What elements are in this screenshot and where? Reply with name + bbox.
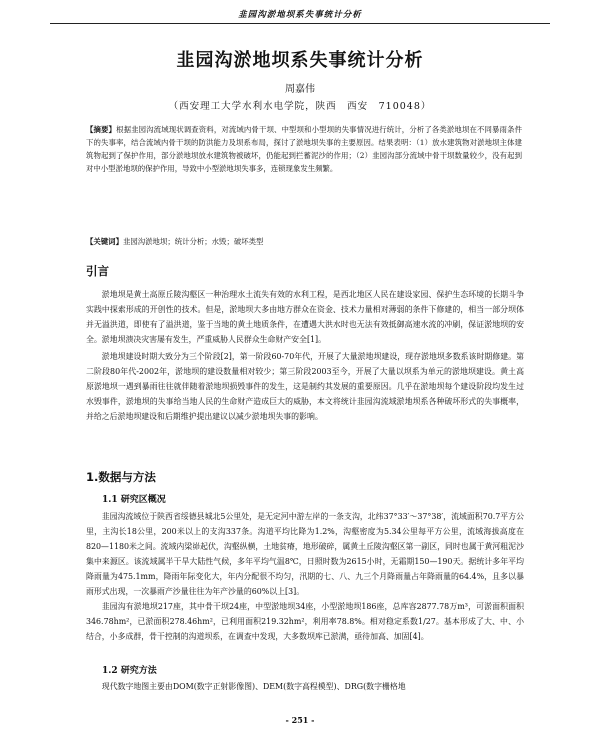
intro-heading: 引言 [86, 264, 109, 278]
author-affiliation: （西安理工大学水利水电学院，陕西 西安 710048） [168, 101, 432, 112]
keywords-label: 【关键词】 [86, 237, 123, 246]
abstract [86, 123, 522, 175]
running-header: 韭园沟淤地坝系失事统计分析 [50, 8, 550, 24]
section-1-2-heading: 1.2 研究方法 [102, 666, 157, 676]
keywords [86, 235, 522, 248]
section-1-1-heading: 1.1 研究区概况 [102, 495, 166, 505]
intro-paragraph-1: 淤地坝是黄土高原丘陵沟壑区一种治理水土流失有效的水利工程，是西北地区人民在建设家园、保护生态环境的长期斗争实践中探索形成的开创性的技术。但是，淤地坝大多由地方群众在资金、技术力量相对薄弱的条件下修建的，相当一部分坝体并无溢洪道，即使有了溢洪道，鉴于当地的黄土地质条件，在遭遇大洪水时也无法有效抵御高速水流的冲刷，保证淤地坝的安全。淤地坝溃决灾害屡有发生，严重威胁人民群众生命财产安全[1]。 [86, 290, 524, 344]
section-1-1-paragraph-1: 韭园沟流域位于陕西省绥德县城北5公里处，是无定河中游左岸的一条支沟，北纬37°33′～37°38′，流域面积70.7平方公里，主沟长18公里，200米以上的支沟337条。沟道平均比降为1.2%，沟壑密度为5.34公里每平方公里，流域海拔高度在820—1180米之间。流域内梁峁起伏，沟壑纵横，土地贫瘠，地形破碎，属黄土丘陵沟壑区第一副区，同时也属于黄河粗泥沙集中来源区。该流域属半干旱大陆性气候，多年平均气温8℃，日照时数为2615小时，无霜期150—190天。据统计多年平均降雨量为475.1mm，降雨年际变化大，年内分配很不均匀，汛期的七、八、九三个月降雨量占年降雨量的64.4%，且多以暴雨形式出现，一次暴雨产沙量往往为年产沙量的60%以上[3]。 [86, 512, 524, 596]
paper-title: 韭园沟淤地坝系失事统计分析 [176, 50, 424, 71]
abstract-text: 根据韭园沟流域现状调查资料，对流域内骨干坝、中型坝和小型坝的失事情况进行统计，分析了各类淤地坝在不同暴雨条件下的失事率，结合流域内骨干坝的防洪能力及坝系布局，探讨了淤地坝失事的主要原因。结果表明：（1）放水建筑物对淤地坝主体建筑物起到了保护作用，部分淤地坝放水建筑物被破坏，仍能起到拦蓄泥沙的作用；（2）韭园沟部分流域中骨干坝数量较少，没有起到对中小型淤地坝的保护作用，导致中小型淤地坝失事多，连锁现象发生频繁。 [86, 125, 522, 173]
intro-paragraph-2: 淤地坝建设时期大致分为三个阶段[2]，第一阶段60-70年代，开展了大量淤地坝建设，现存淤地坝多数系该时期修建。第二阶段80年代-2002年，淤地坝的建设数量相对较少；第三阶段2003至今，开展了大量以坝系为单元的淤地坝建设。黄土高原淤地坝一遇到暴雨往往就伴随着淤地坝损毁事件的发生，这是制约其发展的重要原因。几乎在淤地坝每个建设阶段均发生过水毁事件，淤地坝的失事给当地人民的生命财产造成巨大的威胁，本文将统计韭园沟流域淤地坝系各种破坏形式的失事概率，并给之后淤地坝建设和后期维护提出建议以减少淤地坝失事的影响。 [86, 352, 524, 421]
author-name: 周嘉伟 [285, 84, 315, 95]
section-1-1-paragraph-2: 韭园沟有淤地坝217座，其中骨干坝24座，中型淤地坝34座，小型淤地坝186座，总库容2877.78万m³，可淤面积面积346.78hm²，已淤面积278.46hm²，已利用面积219.32hm²，利用率78.8%。相对稳定系数1/27。基本形成了大、中、小结合，小多成群，骨干控制的沟道坝系，在调查中发现，大多数坝库已淤满，亟待加高、加固[4]。 [86, 602, 524, 641]
section-1-2-paragraph-1: 现代数字地图主要由DOM(数字正射影像图)、DEM(数字高程模型)、DRG(数字栅格地 [101, 682, 406, 691]
keywords-text: 韭园沟淤地坝；统计分析；水毁；破坏类型 [122, 237, 264, 246]
page-number: - 251 - [285, 715, 315, 725]
section-1-heading: 1.数据与方法 [86, 470, 156, 484]
abstract-label: 【摘要】 [86, 125, 117, 134]
